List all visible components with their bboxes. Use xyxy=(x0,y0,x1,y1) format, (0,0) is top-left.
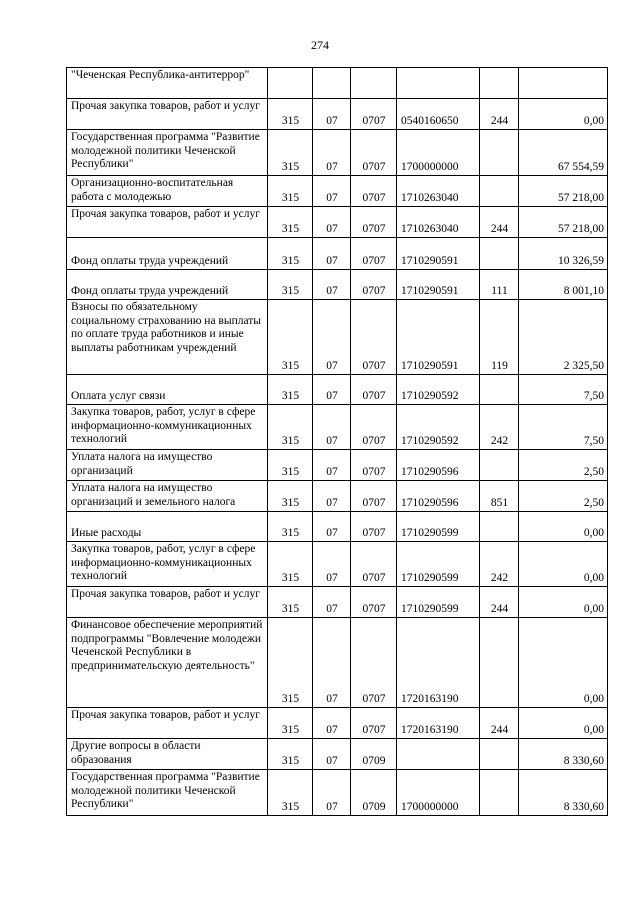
row-name-cell xyxy=(67,542,268,587)
rz-cell xyxy=(313,68,351,99)
table-row xyxy=(67,542,608,587)
sum-cell: 0,00 xyxy=(519,542,608,587)
row-name-cell xyxy=(67,176,268,207)
pr-cell: 0709 xyxy=(351,770,397,816)
pr-cell: 0707 xyxy=(351,130,397,176)
csr-cell: 1710290596 xyxy=(397,481,480,512)
row-name: Финансовое обеспечение мероприятий подпрограммы "Вовлечение молодежи Чеченской Республики в предпринимательскую деятельность" xyxy=(71,619,263,672)
csr-cell: 1710290592 xyxy=(397,405,480,450)
vr-cell: 244 xyxy=(480,207,519,238)
pr-cell: 0707 xyxy=(351,176,397,207)
ved-cell: 315 xyxy=(268,481,313,512)
table-row xyxy=(67,770,608,816)
row-name-cell xyxy=(67,708,268,739)
rz-cell: 07 xyxy=(313,542,351,587)
ved-cell: 315 xyxy=(268,176,313,207)
ved-cell: 315 xyxy=(268,130,313,176)
ved-cell: 315 xyxy=(268,739,313,770)
sum-cell: 2 325,50 xyxy=(519,300,608,375)
rz-cell: 07 xyxy=(313,270,351,300)
csr-cell: 1710290596 xyxy=(397,450,480,481)
pr-cell: 0707 xyxy=(351,618,397,708)
sum-cell: 10 326,59 xyxy=(519,238,608,270)
sum-cell: 67 554,59 xyxy=(519,130,608,176)
budget-table xyxy=(66,67,608,816)
rz-cell: 07 xyxy=(313,450,351,481)
table-row xyxy=(67,587,608,618)
csr-cell: 1720163190 xyxy=(397,708,480,739)
rz-cell: 07 xyxy=(313,708,351,739)
row-name-cell xyxy=(67,739,268,770)
table-row xyxy=(67,238,608,270)
rz-cell: 07 xyxy=(313,770,351,816)
sum-cell: 0,00 xyxy=(519,708,608,739)
rz-cell: 07 xyxy=(313,207,351,238)
pr-cell: 0707 xyxy=(351,512,397,542)
vr-cell: 242 xyxy=(480,542,519,587)
vr-cell xyxy=(480,68,519,99)
row-name: Прочая закупка товаров, работ и услуг xyxy=(71,588,260,600)
row-name-cell xyxy=(67,405,268,450)
pr-cell: 0709 xyxy=(351,739,397,770)
sum-cell: 7,50 xyxy=(519,375,608,405)
row-name-cell xyxy=(67,130,268,176)
table-row xyxy=(67,130,608,176)
ved-cell: 315 xyxy=(268,99,313,130)
sum-cell: 7,50 xyxy=(519,405,608,450)
vr-cell: 244 xyxy=(480,587,519,618)
csr-cell xyxy=(397,68,480,99)
csr-cell: 1710290591 xyxy=(397,238,480,270)
vr-cell: 119 xyxy=(480,300,519,375)
rz-cell: 07 xyxy=(313,618,351,708)
vr-cell xyxy=(480,238,519,270)
vr-cell: 851 xyxy=(480,481,519,512)
vr-cell xyxy=(480,375,519,405)
pr-cell: 0707 xyxy=(351,708,397,739)
sum-cell: 57 218,00 xyxy=(519,207,608,238)
csr-cell: 1720163190 xyxy=(397,618,480,708)
row-name-cell xyxy=(67,450,268,481)
sum-cell: 0,00 xyxy=(519,512,608,542)
pr-cell: 0707 xyxy=(351,375,397,405)
row-name: Уплата налога на имущество организаций xyxy=(71,451,213,477)
vr-cell xyxy=(480,739,519,770)
table-row xyxy=(67,207,608,238)
pr-cell: 0707 xyxy=(351,300,397,375)
ved-cell: 315 xyxy=(268,708,313,739)
csr-cell xyxy=(397,739,480,770)
csr-cell: 1700000000 xyxy=(397,770,480,816)
csr-cell: 1700000000 xyxy=(397,130,480,176)
rz-cell: 07 xyxy=(313,512,351,542)
ved-cell: 315 xyxy=(268,405,313,450)
row-name: Прочая закупка товаров, работ и услуг xyxy=(71,709,260,721)
rz-cell: 07 xyxy=(313,130,351,176)
sum-cell xyxy=(519,68,608,99)
sum-cell: 8 001,10 xyxy=(519,270,608,300)
table-row xyxy=(67,99,608,130)
table-row xyxy=(67,481,608,512)
csr-cell: 1710290591 xyxy=(397,300,480,375)
row-name-cell xyxy=(67,770,268,816)
table-row xyxy=(67,176,608,207)
ved-cell: 315 xyxy=(268,238,313,270)
ved-cell xyxy=(268,68,313,99)
row-name: Организационно-воспитательная работа с молодежью xyxy=(71,177,234,203)
sum-cell: 8 330,60 xyxy=(519,770,608,816)
row-name-cell xyxy=(67,481,268,512)
row-name: Уплата налога на имущество организаций и земельного налога xyxy=(71,482,236,508)
vr-cell: 244 xyxy=(480,708,519,739)
vr-cell xyxy=(480,512,519,542)
csr-cell: 1710263040 xyxy=(397,176,480,207)
ved-cell: 315 xyxy=(268,542,313,587)
csr-cell: 1710290599 xyxy=(397,587,480,618)
csr-cell: 1710290599 xyxy=(397,542,480,587)
row-name-cell xyxy=(67,68,268,99)
rz-cell: 07 xyxy=(313,405,351,450)
csr-cell: 0540160650 xyxy=(397,99,480,130)
table-row xyxy=(67,68,608,99)
pr-cell: 0707 xyxy=(351,542,397,587)
ved-cell: 315 xyxy=(268,375,313,405)
rz-cell: 07 xyxy=(313,300,351,375)
ved-cell: 315 xyxy=(268,618,313,708)
rz-cell: 07 xyxy=(313,481,351,512)
rz-cell: 07 xyxy=(313,375,351,405)
ved-cell: 315 xyxy=(268,770,313,816)
row-name-cell xyxy=(67,512,268,542)
row-name: Государственная программа "Развитие молодежной политики Чеченской Республики" xyxy=(71,131,260,170)
row-name: Фонд оплаты труда учреждений xyxy=(71,284,229,297)
sum-cell: 0,00 xyxy=(519,618,608,708)
pr-cell: 0707 xyxy=(351,587,397,618)
csr-cell: 1710290599 xyxy=(397,512,480,542)
ved-cell: 315 xyxy=(268,512,313,542)
table-row xyxy=(67,512,608,542)
vr-cell xyxy=(480,450,519,481)
row-name-cell xyxy=(67,300,268,375)
pr-cell: 0707 xyxy=(351,238,397,270)
csr-cell: 1710263040 xyxy=(397,207,480,238)
table-row xyxy=(67,300,608,375)
vr-cell: 242 xyxy=(480,405,519,450)
vr-cell xyxy=(480,618,519,708)
ved-cell: 315 xyxy=(268,587,313,618)
budget-table-body xyxy=(67,68,608,816)
rz-cell: 07 xyxy=(313,99,351,130)
page-number: 274 xyxy=(311,38,329,52)
row-name-cell xyxy=(67,270,268,300)
ved-cell: 315 xyxy=(268,450,313,481)
table-row xyxy=(67,270,608,300)
ved-cell: 315 xyxy=(268,207,313,238)
row-name: Прочая закупка товаров, работ и услуг xyxy=(71,100,260,112)
rz-cell: 07 xyxy=(313,587,351,618)
vr-cell: 244 xyxy=(480,99,519,130)
row-name: Фонд оплаты труда учреждений xyxy=(71,254,229,267)
sum-cell: 2,50 xyxy=(519,481,608,512)
row-name-cell xyxy=(67,375,268,405)
pr-cell: 0707 xyxy=(351,270,397,300)
row-name: Прочая закупка товаров, работ и услуг xyxy=(71,208,260,220)
vr-cell: 111 xyxy=(480,270,519,300)
table-row xyxy=(67,450,608,481)
sum-cell: 57 218,00 xyxy=(519,176,608,207)
row-name: "Чеченская Республика-антитеррор" xyxy=(71,69,250,81)
row-name: Оплата услуг связи xyxy=(71,389,166,402)
table-row xyxy=(67,375,608,405)
csr-cell: 1710290591 xyxy=(397,270,480,300)
rz-cell: 07 xyxy=(313,739,351,770)
row-name: Закупка товаров, работ, услуг в сфере информационно-коммуникационных технологий xyxy=(71,406,256,445)
row-name: Другие вопросы в области образования xyxy=(71,740,201,766)
pr-cell: 0707 xyxy=(351,450,397,481)
vr-cell xyxy=(480,770,519,816)
rz-cell: 07 xyxy=(313,238,351,270)
sum-cell: 0,00 xyxy=(519,587,608,618)
pr-cell: 0707 xyxy=(351,207,397,238)
table-row xyxy=(67,708,608,739)
table-row xyxy=(67,405,608,450)
pr-cell: 0707 xyxy=(351,481,397,512)
row-name-cell xyxy=(67,587,268,618)
row-name-cell xyxy=(67,238,268,270)
ved-cell: 315 xyxy=(268,300,313,375)
rz-cell: 07 xyxy=(313,176,351,207)
sum-cell: 8 330,60 xyxy=(519,739,608,770)
pr-cell xyxy=(351,68,397,99)
row-name: Закупка товаров, работ, услуг в сфере информационно-коммуникационных технологий xyxy=(71,543,256,582)
vr-cell xyxy=(480,130,519,176)
vr-cell xyxy=(480,176,519,207)
row-name-cell xyxy=(67,207,268,238)
ved-cell: 315 xyxy=(268,270,313,300)
row-name: Взносы по обязательному социальному страхованию на выплаты по оплате труда работников и иные выплаты работникам учреждений xyxy=(71,301,262,354)
row-name-cell xyxy=(67,618,268,708)
table-row xyxy=(67,618,608,708)
pr-cell: 0707 xyxy=(351,405,397,450)
sum-cell: 0,00 xyxy=(519,99,608,130)
row-name: Государственная программа "Развитие молодежной политики Чеченской Республики" xyxy=(71,771,260,810)
row-name-cell xyxy=(67,99,268,130)
pr-cell: 0707 xyxy=(351,99,397,130)
csr-cell: 1710290592 xyxy=(397,375,480,405)
sum-cell: 2,50 xyxy=(519,450,608,481)
row-name: Иные расходы xyxy=(71,526,142,539)
table-row xyxy=(67,739,608,770)
